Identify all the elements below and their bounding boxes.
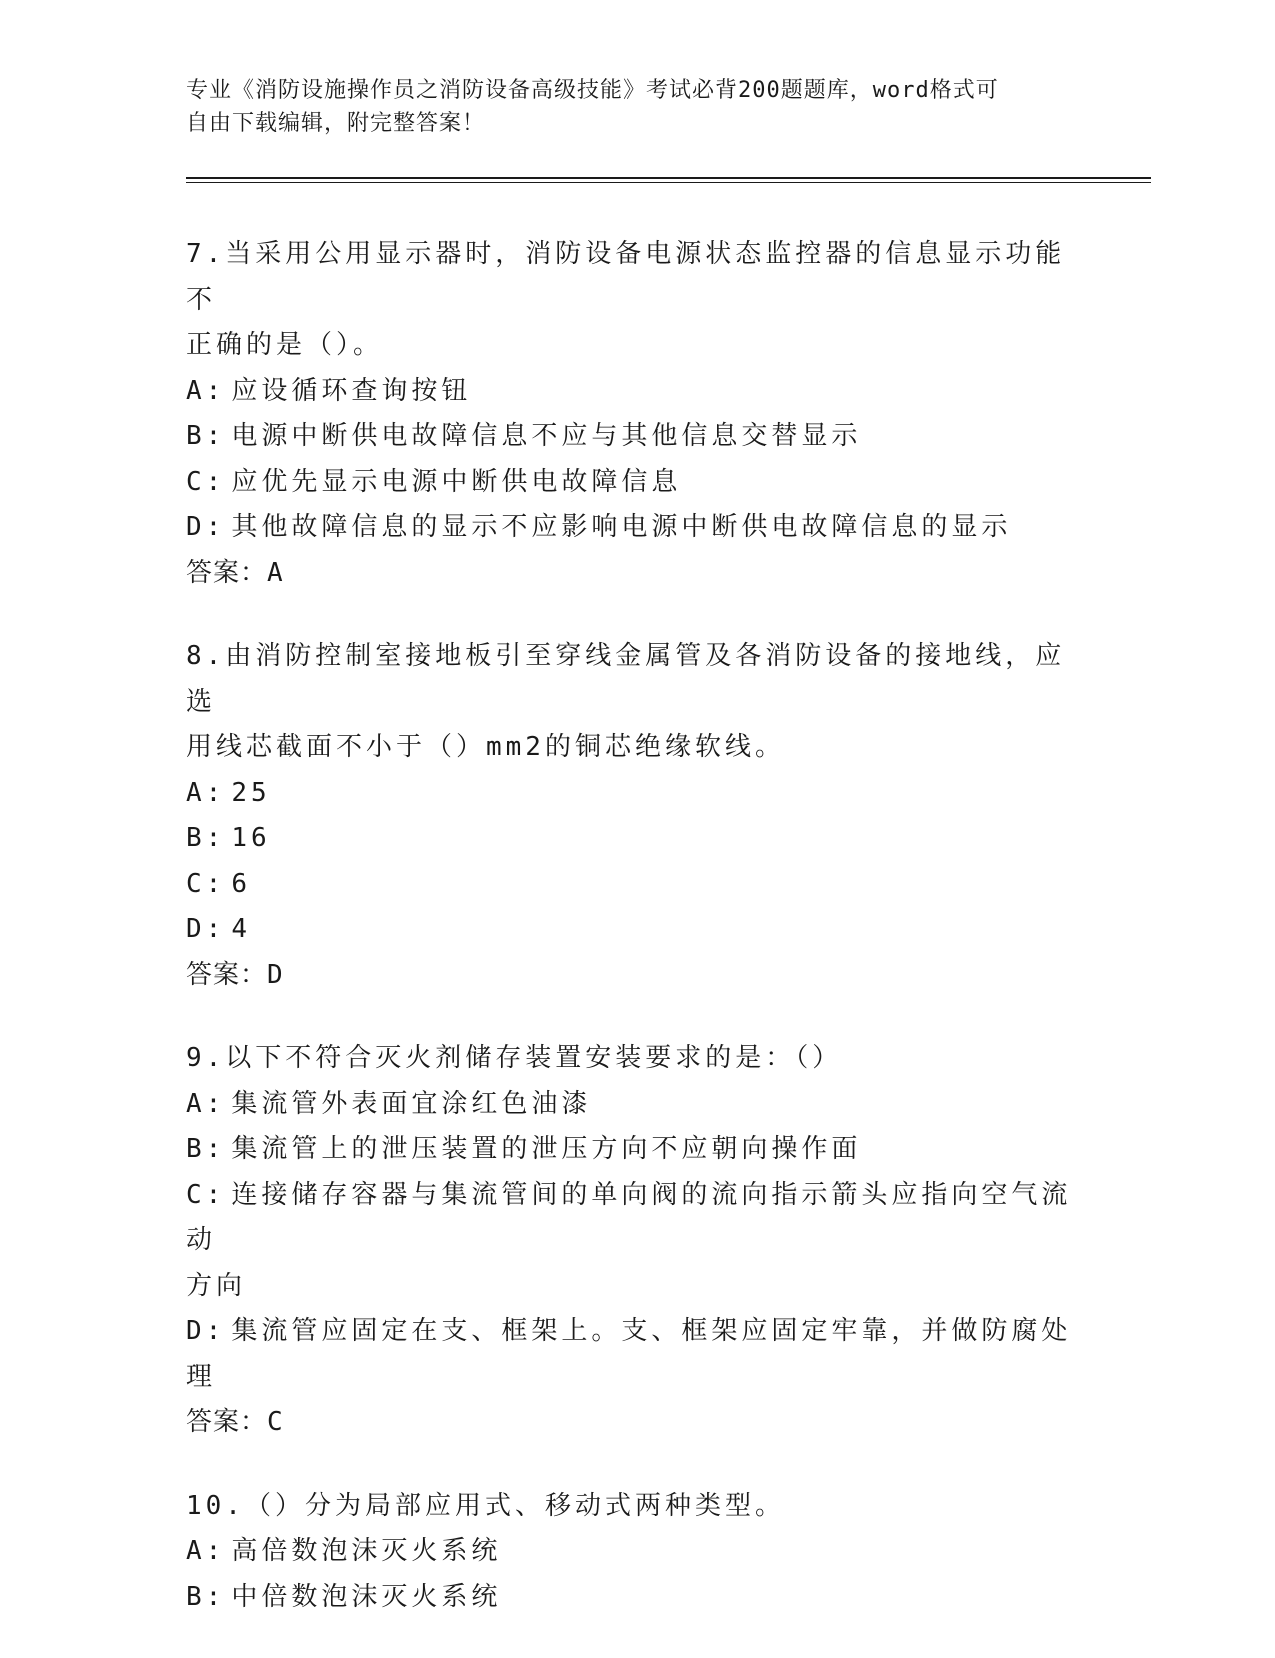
question-stem-line: 用线芯截面不小于（）mm2的铜芯绝缘软线。 xyxy=(186,732,785,762)
option-b xyxy=(186,1127,1086,1173)
option-c xyxy=(186,1173,1086,1264)
option-a xyxy=(186,1529,1086,1575)
answer-value: C xyxy=(267,1407,284,1437)
option-key: C: xyxy=(186,1179,226,1210)
option-c xyxy=(186,460,1086,506)
option-text: 16 xyxy=(231,823,271,853)
option-d xyxy=(186,907,1086,953)
question-stem-line: 正确的是（）。 xyxy=(186,330,384,360)
question-8 xyxy=(186,634,1086,998)
option-text: 25 xyxy=(231,777,271,808)
option-a xyxy=(186,369,1086,415)
option-a xyxy=(186,1082,1086,1128)
header-line-2: 自由下载编辑，附完整答案！ xyxy=(186,111,486,136)
question-10 xyxy=(186,1484,1086,1621)
answer-label: 答案： xyxy=(186,959,268,990)
option-key: B: xyxy=(186,1134,226,1164)
option-key: D: xyxy=(186,914,226,944)
question-stem-line: 9.以下不符合灭火剂储存装置安装要求的是：（） xyxy=(186,1043,843,1073)
option-text: 连接储存容器与集流管间的单向阀的流向指示箭头应指向空气流动 xyxy=(186,1179,1072,1255)
option-b xyxy=(186,1575,1086,1621)
answer-line xyxy=(186,551,1086,597)
option-text: 6 xyxy=(231,868,251,899)
option-text: 高倍数泡沫灭火系统 xyxy=(231,1536,502,1566)
option-text: 其他故障信息的显示不应影响电源中断供电故障信息的显示 xyxy=(231,512,1012,542)
option-c-continued: 方向 xyxy=(186,1270,247,1301)
question-stem-line: 7.当采用公用显示器时，消防设备电源状态监控器的信息显示功能不 xyxy=(186,239,1066,315)
option-text: 集流管应固定在支、框架上。支、框架应固定牢靠，并做防腐处理 xyxy=(186,1316,1072,1392)
option-text: 集流管外表面宜涂红色油漆 xyxy=(231,1088,592,1119)
option-key: B: xyxy=(186,1581,226,1612)
option-b xyxy=(186,414,1086,460)
option-text: 集流管上的泄压装置的泄压方向不应朝向操作面 xyxy=(231,1134,862,1164)
option-a xyxy=(186,771,1086,817)
option-key: A: xyxy=(186,1088,226,1119)
option-text: 应优先显示电源中断供电故障信息 xyxy=(231,466,682,497)
option-key: C: xyxy=(186,868,226,899)
option-key: A: xyxy=(186,777,226,808)
document-header xyxy=(186,74,1066,140)
option-text: 中倍数泡沫灭火系统 xyxy=(231,1581,502,1612)
question-stem-line: 8.由消防控制室接地板引至穿线金属管及各消防设备的接地线，应选 xyxy=(186,641,1066,717)
header-divider xyxy=(186,177,1151,183)
answer-value: A xyxy=(267,557,284,588)
option-key: D: xyxy=(186,1316,226,1346)
header-line-1: 专业《消防设施操作员之消防设备高级技能》考试必背200题题库，word格式可 xyxy=(186,78,999,103)
option-key: A: xyxy=(186,1536,226,1566)
answer-label: 答案： xyxy=(186,1407,268,1437)
option-c xyxy=(186,862,1086,908)
answer-line xyxy=(186,953,1086,999)
option-key: A: xyxy=(186,375,226,406)
question-9 xyxy=(186,1036,1086,1446)
answer-value: D xyxy=(267,959,284,990)
option-key: D: xyxy=(186,512,226,542)
question-list xyxy=(186,232,1086,1658)
answer-label: 答案： xyxy=(186,557,268,588)
option-key: B: xyxy=(186,823,226,853)
option-d xyxy=(186,505,1086,551)
answer-line xyxy=(186,1400,1086,1446)
option-text: 4 xyxy=(231,914,251,944)
option-d xyxy=(186,1309,1086,1400)
option-b xyxy=(186,816,1086,862)
question-stem-line: 10.（）分为局部应用式、移动式两种类型。 xyxy=(186,1490,785,1521)
option-key: B: xyxy=(186,421,226,451)
option-key: C: xyxy=(186,466,226,497)
question-7 xyxy=(186,232,1086,596)
option-text: 应设循环查询按钮 xyxy=(231,375,472,406)
option-text: 电源中断供电故障信息不应与其他信息交替显示 xyxy=(231,421,862,451)
